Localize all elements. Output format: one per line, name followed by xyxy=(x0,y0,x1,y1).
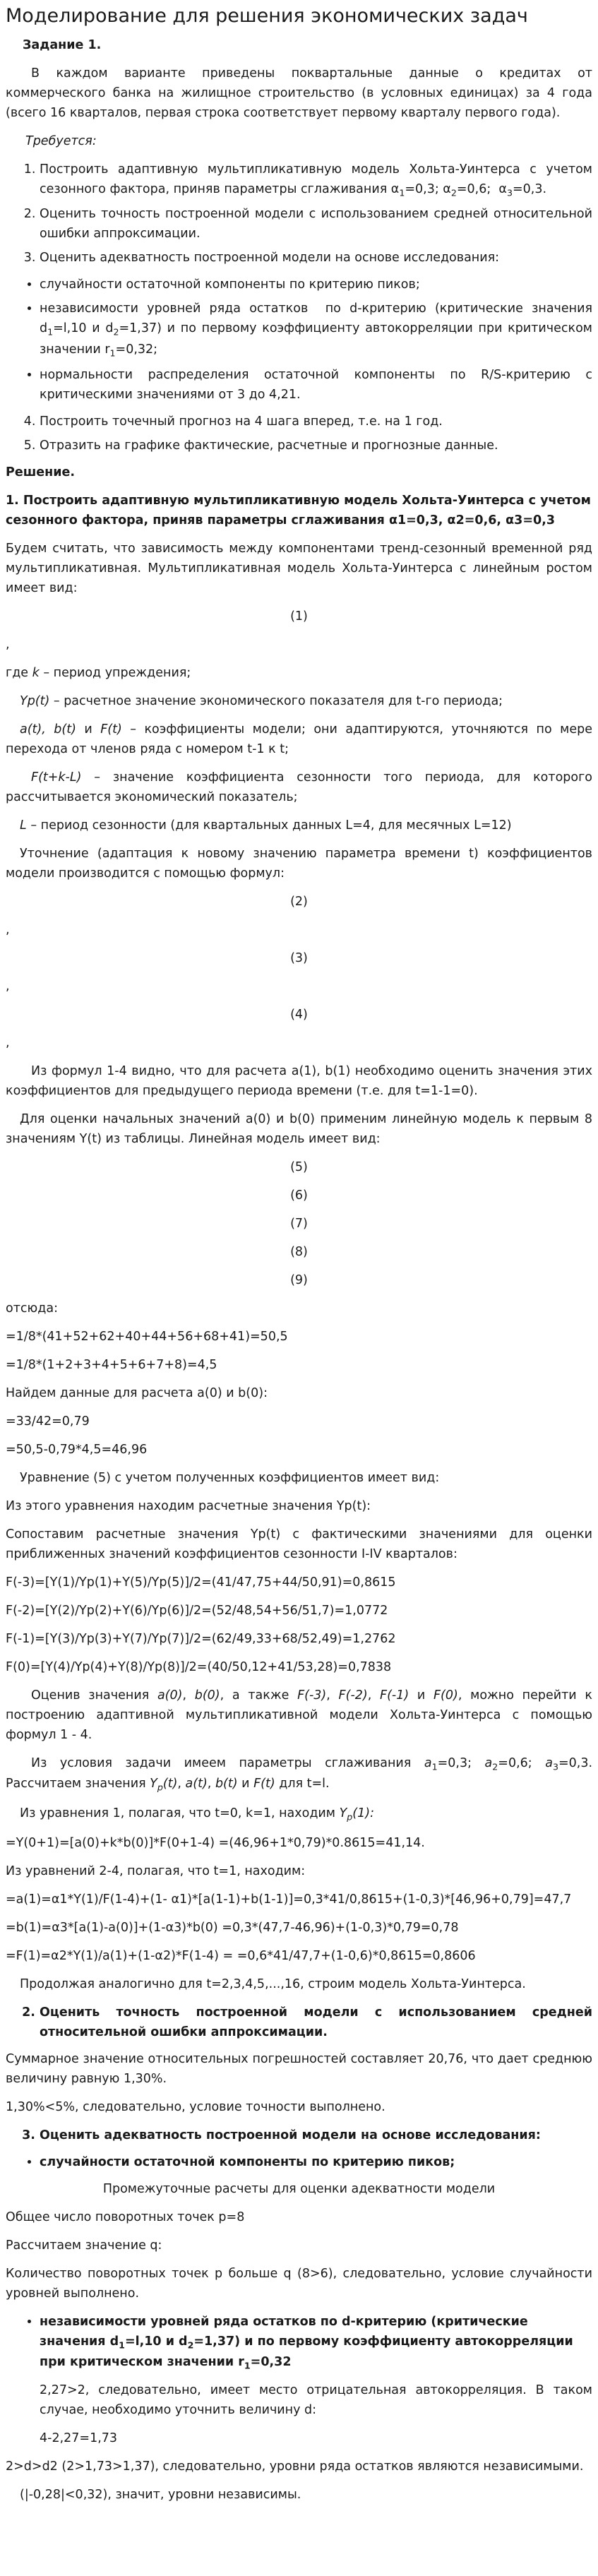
comma-3: , xyxy=(6,979,10,994)
params-text: Из условия задачи имеем параметры сглаживания $a_1=0,3$; $a_2=0,6$; $a_3=0,3$. Рассчитаем значения $Y_p(t)$, a(t), b(t) и F(t) для t=l. xyxy=(6,1755,593,1793)
solution-subheading-3: 3. Оценить адекватность построенной модели на основе исследования: xyxy=(40,2125,592,2145)
d-calc: 4-2,27=1,73 xyxy=(40,2431,118,2445)
equation-5: (5) xyxy=(290,1159,308,1174)
equation-8: (8) xyxy=(290,1244,308,1259)
where-k: где k – период упреждения; xyxy=(6,665,191,680)
bullet-independence: • независимости уровней ряда остатков по d-критерию (критические значения $d_1=l,10$ и $d_2=1,37$) и по первому коэффициенту автокорреляции при критическом значении $r_1=0,32$ xyxy=(40,2312,592,2373)
d-comparison: 2>d>d2 (2>1,73>1,37), следовательно, уровни ряда остатков являются независимыми. xyxy=(6,2459,584,2474)
equation-4: (4) xyxy=(290,1007,308,1022)
task-item-3: 3. Оценить адекватность построенной модели на основе исследования: xyxy=(40,248,592,268)
sum-error-text: Суммарное значение относительных погрешностей составляет 20,76, что дает среднюю величину равную 1,30%. xyxy=(6,2051,592,2086)
task-item-2: 2. Оценить точность построенной модели с использованием средней относительной ошибки аппроксимации. xyxy=(40,204,592,244)
formulas-text: Из формул 1-4 видно, что для расчета a(1), b(1) необходимо оценить значения этих коэффициентов для предыдущего периода времени (т.е. для t=1-1=0). xyxy=(6,1063,592,1098)
solution-subheading-1: 1. Построить адаптивную мультипликативную модель Хольта-Уинтерса с учетом сезонного фактора, приняв параметры сглаживания α1=0,3, α2=0,6, α3=0,3 xyxy=(6,493,591,527)
task-item-1: 1. Построить адаптивную мультипликативную модель Хольта-Уинтерса с учетом сезонного фактора, приняв параметры сглаживания $\alpha_1=0,3$; $\alpha_2=0,6$; $\alpha_3=0,3$. xyxy=(40,160,592,201)
f-minus-2: F(-2)=[Y(2)/Yp(2)+Y(6)/Yp(6)]/2=(52/48,54+56/51,7)=1,0772 xyxy=(6,1603,388,1618)
equation-3: (3) xyxy=(290,950,308,965)
calc-yp1: =Y(0+1)=[a(0)+k*b(0)]*F(0+1-4) =(46,96+1*0,79)*0.8615=41,14. xyxy=(6,1835,425,1850)
eq-yp-text: Из этого уравнения находим расчетные значения Yp(t): xyxy=(6,1498,371,1513)
task-item-5: 5. Отразить на графике фактические, расчетные и прогнозные данные. xyxy=(40,436,592,455)
adapt-text: Уточнение (адаптация к новому значению параметра времени t) коэффициентов модели производится с помощью формул: xyxy=(6,846,592,881)
peaks-result: Количество поворотных точек p больше q (8>6), следовательно, условие случайности уровней выполнено. xyxy=(6,2266,592,2301)
task-item-4: 4. Построить точечный прогноз на 4 шага вперед, т.е. на 1 год. xyxy=(40,412,592,431)
task-bullet-1: • случайности остаточной компоненты по критерию пиков; xyxy=(40,275,592,294)
comma-4: , xyxy=(6,1035,10,1050)
from-eq1-text: Из уравнения 1, полагая, что t=0, k=1, находим $Y_p(1)$: xyxy=(20,1806,374,1823)
find-text: Найдем данные для расчета a(0) и b(0): xyxy=(6,1385,268,1400)
solution-bullets-1 xyxy=(6,2152,592,2172)
equation-1: (1) xyxy=(290,609,308,624)
solution-bullets-2 xyxy=(6,2312,592,2373)
initial-text: Для оценки начальных значений a(0) и b(0) применим линейную модель к первым 8 значениям Y(t) из таблицы. Линейная модель имеет вид: xyxy=(6,1111,592,1146)
equation-2: (2) xyxy=(290,894,308,909)
task-bullet-3: • нормальности распределения остаточной компоненты по R/S-критерию с критическими значениями от 3 до 4,21. xyxy=(40,365,592,405)
continue-text: Продолжая аналогично для t=2,3,4,5,...,16, строим модель Хольта-Уинтерса. xyxy=(20,1976,526,1991)
calc-b0: =33/42=0,79 xyxy=(6,1414,90,1429)
l-def: L – период сезонности (для квартальных данных L=4, для месячных L=12) xyxy=(20,818,512,833)
eq5-text: Уравнение (5) с учетом полученных коэффициентов имеет вид: xyxy=(20,1470,440,1485)
solution-list-2 xyxy=(6,2003,592,2042)
task-intro: В каждом варианте приведены поквартальные данные о кредитах от коммерческого банка на жилищное строительство (в условных единицах) за 4 года (всего 16 кварталов, первая строка соответствует первому кварталу первого года). xyxy=(6,66,592,120)
f-minus-1: F(-1)=[Y(3)/Yp(3)+Y(7)/Yp(7)]/2=(62/49,33+68/52,49)=1,2762 xyxy=(6,1631,396,1646)
equation-9: (9) xyxy=(290,1272,308,1287)
total-turning-points: Общее число поворотных точек p=8 xyxy=(6,2210,245,2224)
calc-f1: =F(1)=α2*Y(1)/a(1)+(1-α2)*F(1-4) = =0,6*41/47,7+(1-0,6)*0,8615=0,8606 xyxy=(6,1948,476,1963)
task-bullet-2: • независимости уровней ряда остатков по d-критерию (критические значения $d_1=l,10$ и $d_2=1,37$) и по первому коэффициенту автокорреляции при критическом значении $r_1=0,32$; xyxy=(40,299,592,360)
d-result: 2,27>2, следовательно, имеет место отрицательная автокорреляция. В таком случае, необходимо уточнить величину d: xyxy=(40,2383,592,2417)
intermediate-calc-title: Промежуточные расчеты для оценки адекватности модели xyxy=(102,2181,496,2196)
solution-p1: Будем считать, что зависимость между компонентами тренд-сезонный временной ряд мультипликативная. Мультипликативная модель Хольта-Уинтерса с линейным ростом имеет вид: xyxy=(6,541,592,595)
calc-mean-t: =1/8*(1+2+3+4+5+6+7+8)=4,5 xyxy=(6,1357,217,1372)
calc-a1: =a(1)=α1*Y(1)/F(1-4)+(1- α1)*[a(1-1)+b(1-1)]=0,3*41/0,8615+(1-0,3)*[46,96+0,79]=47,7 xyxy=(6,1892,572,1907)
solution-subheading-2: 2. Оценить точность построенной модели с использованием средней относительной ошибки аппроксимации. xyxy=(40,2003,592,2042)
whence: отсюда: xyxy=(6,1301,58,1316)
r-result: (|-0,28|<0,32), значит, уровни независимы. xyxy=(20,2487,301,2502)
task-bullets xyxy=(6,275,592,404)
compare-text: Сопоставим расчетные значения Yp(t) с фактическими значениями для оценки приближенных значений коэффициентов сезонности I-IV кварталов: xyxy=(6,1527,592,1561)
equation-6: (6) xyxy=(290,1188,308,1203)
solution-list-3 xyxy=(6,2125,592,2145)
ftkl-def: F(t+k-L) – значение коэффициента сезонности того периода, для которого рассчитывается экономический показатель; xyxy=(6,770,592,804)
solution-heading: Решение. xyxy=(6,465,76,479)
calc-b1: =b(1)=α3*[a(1)-a(0)]+(1-α3)*b(0) =0,3*(47,7-46,96)+(1-0,3)*0,79=0,78 xyxy=(6,1920,459,1935)
bullet-peaks: • случайности остаточной компоненты по критерию пиков; xyxy=(40,2152,592,2172)
yp-def: Yp(t) – расчетное значение экономического показателя для t-го периода; xyxy=(20,693,503,708)
equation-7: (7) xyxy=(290,1216,308,1231)
f-zero: F(0)=[Y(4)/Yp(4)+Y(8)/Yp(8)]/2=(40/50,12+41/53,28)=0,7838 xyxy=(6,1659,392,1674)
comma-1: , xyxy=(6,637,10,652)
task-list xyxy=(6,160,592,268)
calc-q-text: Рассчитаем значение q: xyxy=(6,2238,162,2253)
task-list-2 xyxy=(6,412,592,455)
from-eq24-text: Из уравнений 2-4, полагая, что t=1, находим: xyxy=(6,1864,306,1878)
abf-def: a(t), b(t) и F(t) – коэффициенты модели; они адаптируются, уточняются по мере перехода от членов ряда с номером t-1 к t; xyxy=(6,722,593,756)
calc-a0: =50,5-0,79*4,5=46,96 xyxy=(6,1442,148,1457)
f-minus-3: F(-3)=[Y(1)/Yp(1)+Y(5)/Yp(5)]/2=(41/47,75+44/50,91)=0,8615 xyxy=(6,1575,396,1590)
comma-2: , xyxy=(6,922,10,937)
calc-mean-y: =1/8*(41+52+62+40+44+56+68+41)=50,5 xyxy=(6,1329,288,1344)
accuracy-condition: 1,30%<5%, следовательно, условие точности выполнено. xyxy=(6,2099,385,2114)
estimate-text: Оценив значения a(0), b(0), а также F(-3), F(-2), F(-1) и F(0), можно перейти к построению адаптивной мультипликативной модели Хольта-Уинтерса с помощью формул 1 - 4. xyxy=(6,1688,592,1742)
required-label: Требуется: xyxy=(25,133,97,148)
task-heading: Задание 1. xyxy=(23,37,102,52)
page-title: Моделирование для решения экономических задач xyxy=(6,5,528,27)
